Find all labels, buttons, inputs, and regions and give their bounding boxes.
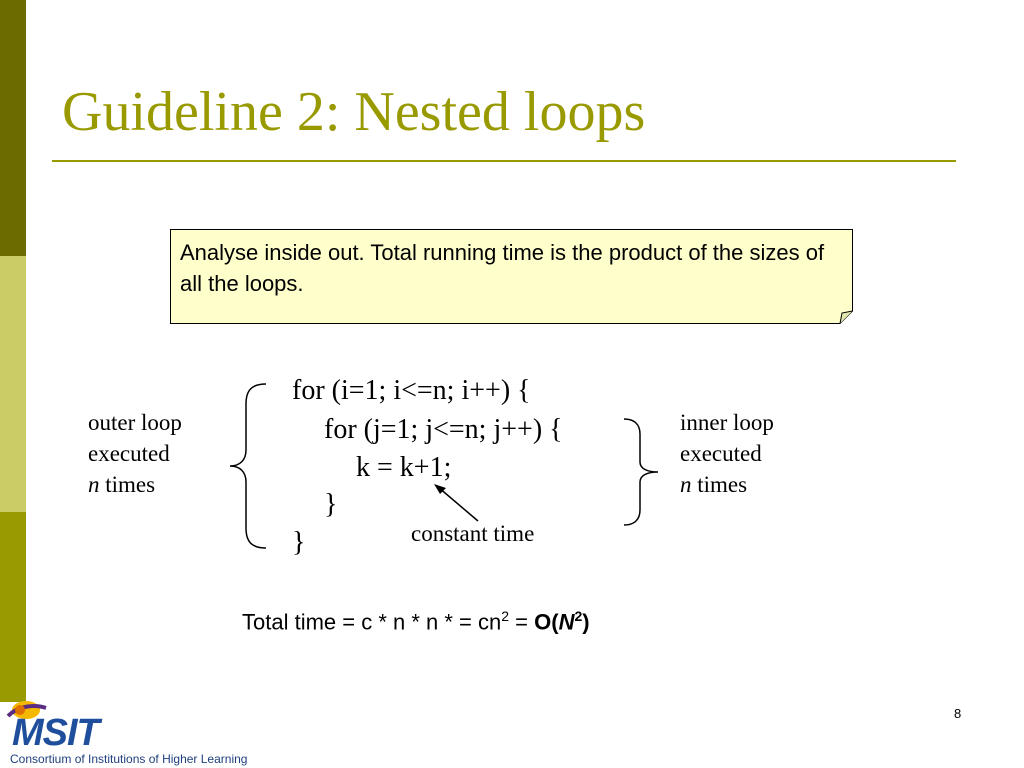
note-text: Analyse inside out. Total running time is the product of the sizes of all the loops. — [180, 240, 825, 296]
inner-label-line3 — [680, 469, 774, 500]
total-exp: 2 — [501, 608, 510, 624]
sidebar-segment-olive — [0, 512, 26, 702]
sidebar-segment-dark — [0, 0, 26, 256]
big-o-open: O( — [534, 609, 559, 635]
arrow-icon — [430, 482, 482, 524]
code-line-body: k = k+1; — [356, 452, 452, 483]
constant-time-label: constant time — [411, 521, 535, 546]
code-line-inner-close: } — [324, 489, 338, 520]
total-equals: = — [509, 609, 535, 635]
logo-wordmark: MSIT — [12, 712, 99, 754]
inner-loop-label — [680, 407, 774, 500]
outer-brace-icon — [226, 380, 276, 552]
logo-subtitle: Consortium of Institutions of Higher Learning — [10, 752, 248, 766]
big-o-close: ) — [582, 609, 590, 635]
sidebar-segment-light — [0, 256, 26, 512]
slide-title: Guideline 2: Nested loops — [62, 81, 646, 143]
note-box — [170, 229, 853, 324]
outer-label-line1: outer loop — [88, 410, 182, 435]
big-o-var: N — [558, 609, 575, 635]
inner-label-line2: executed — [680, 441, 762, 466]
code-line-outer-for: for (i=1; i<=n; i++) { — [292, 375, 531, 406]
inner-label-n: n — [680, 472, 692, 497]
outer-label-line3 — [88, 469, 182, 500]
outer-label-line2: executed — [88, 441, 170, 466]
sidebar-stripe — [0, 0, 26, 768]
big-o-exp: 2 — [574, 608, 583, 624]
total-time-formula — [242, 608, 590, 635]
msit-logo — [4, 698, 304, 768]
outer-loop-label — [88, 407, 182, 500]
inner-label-line1: inner loop — [680, 410, 774, 435]
total-prefix: Total time = c * n * n * = cn — [242, 609, 502, 635]
page-number: 8 — [954, 706, 962, 721]
inner-brace-icon — [620, 416, 664, 528]
code-line-inner-for: for (j=1; j<=n; j++) { — [324, 414, 563, 445]
outer-label-n: n — [88, 472, 100, 497]
outer-label-times: times — [99, 472, 156, 497]
inner-label-times: times — [691, 472, 748, 497]
title-divider — [52, 160, 956, 162]
code-line-outer-close: } — [292, 527, 306, 558]
